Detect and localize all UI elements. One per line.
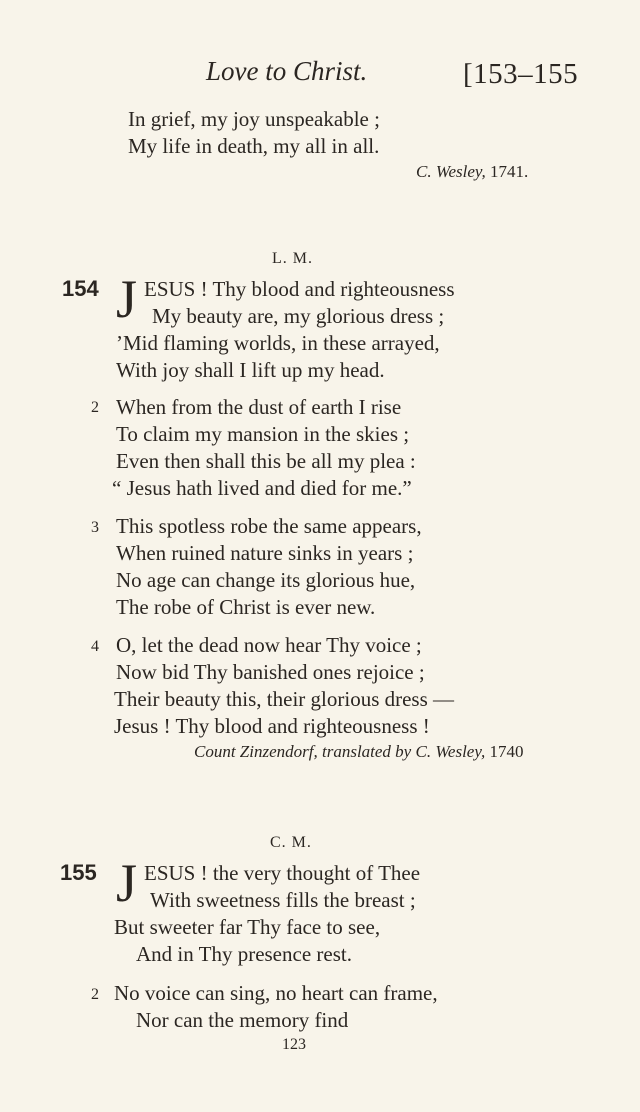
hymn-155-line: No voice can sing, no heart can frame, bbox=[114, 981, 438, 1005]
hymn-154-line: O, let the dead now hear Thy voice ; bbox=[116, 633, 422, 657]
attribution-year: 1741. bbox=[489, 162, 529, 181]
hymn-154-line: Their beauty this, their glorious dress — bbox=[114, 687, 455, 711]
hymn-154-line: ESUS ! Thy blood and righteousness bbox=[144, 277, 455, 301]
hymn-155-number: 155 bbox=[60, 860, 97, 885]
hymn-154-line: To claim my mansion in the skies ; bbox=[116, 422, 410, 446]
hymn-154-line: When ruined nature sinks in years ; bbox=[116, 541, 414, 565]
page-header-hymn-range: [153–155 bbox=[463, 58, 579, 90]
hymn-154-line: Even then shall this be all my plea : bbox=[116, 449, 416, 473]
hymn-155-line: With sweetness fills the breast ; bbox=[150, 888, 416, 912]
hymn-154-attribution bbox=[194, 742, 523, 762]
verse-number: 2 bbox=[91, 986, 99, 1003]
hymn-155-line: ESUS ! the very thought of Thee bbox=[144, 861, 421, 885]
attribution-author: C. Wesley, bbox=[416, 162, 486, 181]
hymn-154-line: No age can change its glorious hue, bbox=[116, 568, 416, 592]
continuation-line: My life in death, my all in all. bbox=[128, 134, 380, 158]
verse-number: 2 bbox=[91, 399, 99, 416]
page-header-title: Love to Christ. bbox=[206, 56, 368, 86]
verse-number: 4 bbox=[91, 638, 99, 655]
hymn-155-dropcap: J bbox=[116, 853, 138, 913]
hymn-154-line: Jesus ! Thy blood and righteousness ! bbox=[114, 714, 430, 738]
hymn-154-line: ’Mid flaming worlds, in these arrayed, bbox=[116, 331, 440, 355]
hymn-154-line: When from the dust of earth I rise bbox=[116, 395, 402, 419]
attribution-author: Count Zinzendorf, translated by C. Wesley, bbox=[194, 742, 486, 761]
hymn-155-line: And in Thy presence rest. bbox=[136, 942, 352, 966]
verse-number: 3 bbox=[91, 519, 99, 536]
continuation-line: In grief, my joy unspeakable ; bbox=[128, 107, 380, 131]
hymn-154-number: 154 bbox=[62, 276, 99, 301]
hymn-155-meter: C. M. bbox=[270, 834, 312, 851]
hymn-154-line: My beauty are, my glorious dress ; bbox=[152, 304, 445, 328]
hymn-153-attribution bbox=[416, 162, 528, 182]
hymn-154-line: With joy shall I lift up my head. bbox=[116, 358, 385, 382]
hymn-154-dropcap: J bbox=[116, 269, 138, 329]
hymn-154-line: The robe of Christ is ever new. bbox=[116, 595, 376, 619]
page-number: 123 bbox=[282, 1036, 306, 1053]
hymn-154-meter: L. M. bbox=[272, 250, 313, 267]
hymn-154-line: Now bid Thy banished ones rejoice ; bbox=[116, 660, 425, 684]
attribution-year: 1740 bbox=[489, 742, 524, 761]
hymn-154-line: “ Jesus hath lived and died for me.” bbox=[112, 476, 412, 500]
hymn-154-line: This spotless robe the same appears, bbox=[116, 514, 422, 538]
hymn-155-line: But sweeter far Thy face to see, bbox=[114, 915, 381, 939]
hymn-155-line: Nor can the memory find bbox=[136, 1008, 349, 1032]
